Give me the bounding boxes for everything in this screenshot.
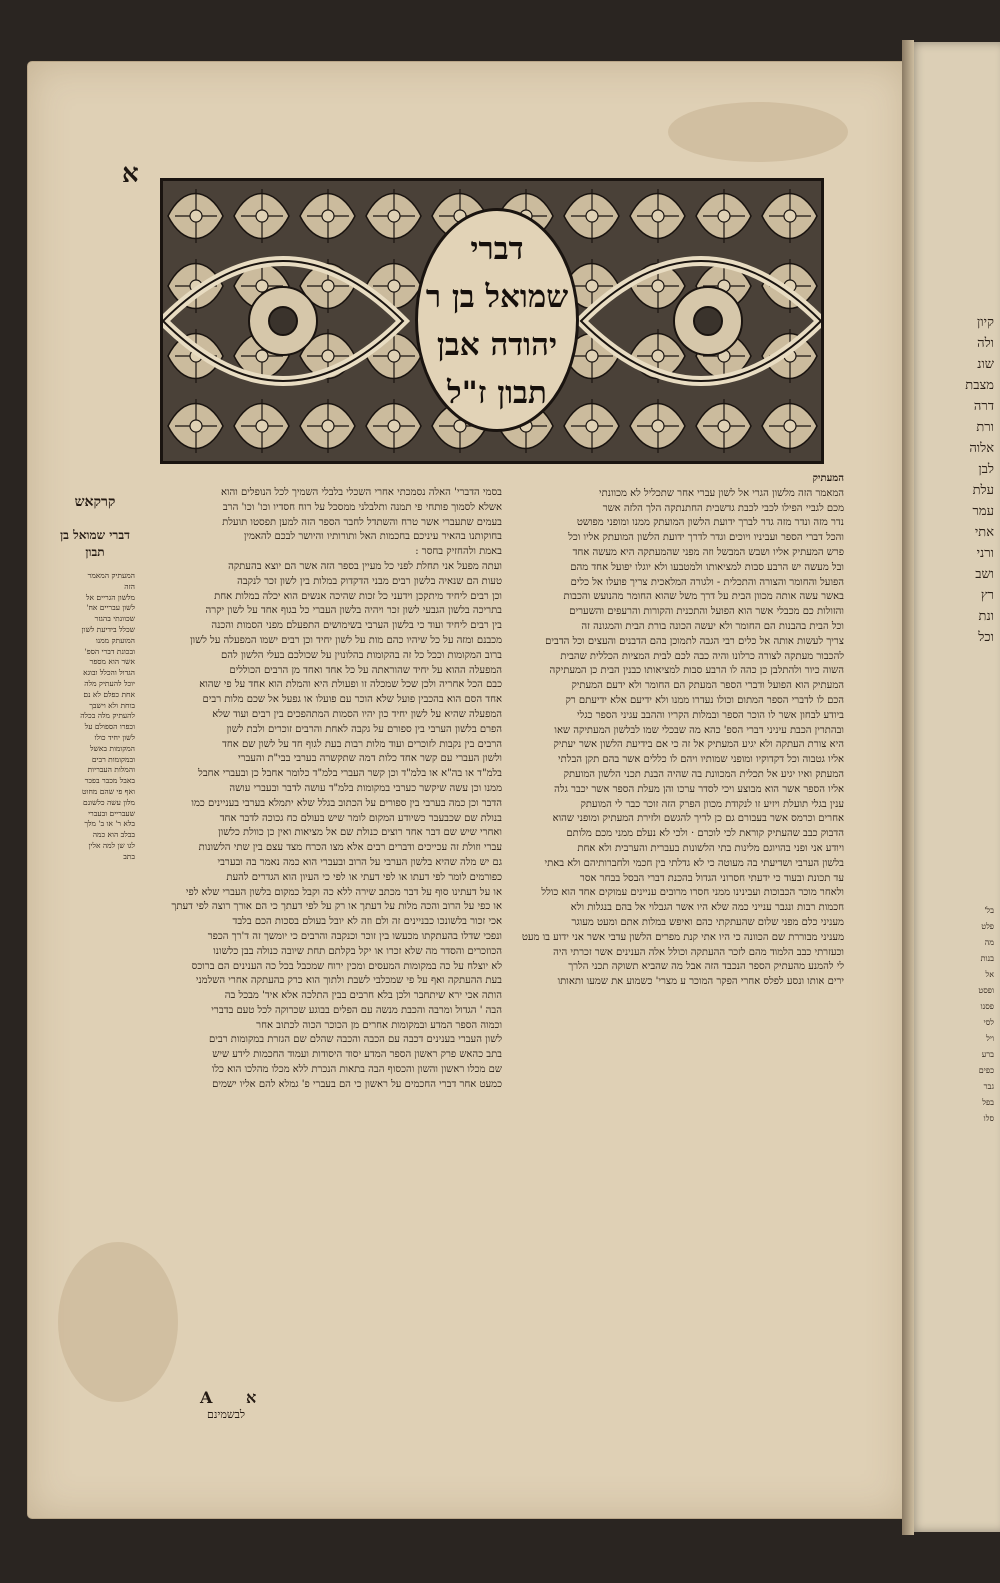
text-line: בעת ההעתקה ואף על פי שמכלבי לשבת ולתוך הוא כרק בהעתקה אחרי השלמני: [195, 975, 502, 987]
facing-page-line: ושב: [975, 567, 994, 582]
text-line: בעמים שתעברי אשר טרח והשתדל לחבר הספר הזה למען תפסטו תועלת: [222, 516, 502, 528]
left-text-column: [140, 486, 502, 1386]
text-line: המפעלה שהיא על לשון יחיד כון יהיו הסמות המתהפכים בין רבים ועוד שלא: [212, 708, 502, 720]
text-line: בחוקותנו בהאיר עיניכם בחכמות האל ותורותיו והיושר לבכם להאמין: [243, 531, 502, 543]
text-line: מעניני מבוררת שם הכוונה כי היו אתי קנת מפרים הלשון עדבי אשר אני ידוע בו מעט: [521, 931, 844, 943]
facing-page-note-line: אל: [985, 970, 994, 979]
text-line: הכם לו לדברי הספר המתום וכולו נעדרו ממנו ולא ידיעם אלא ידיעתם רק: [565, 694, 844, 706]
text-line: צריך לעשות אותה אל כלים רבי הגבה לתמוכן בהם הדבנים והעצים וכל הדבים: [545, 635, 844, 647]
facing-page-line: וכל: [978, 630, 994, 645]
facing-page-note-line: ויל: [986, 1034, 994, 1043]
title-line-2: שמואל בן ר: [425, 279, 569, 315]
side-note-title: דברי שמואל בן תבון: [60, 528, 130, 559]
side-note-line: באבל מכבר בפכר: [84, 776, 135, 786]
paper-stain: [668, 102, 848, 162]
side-note-line: בבלב הוא כמה: [92, 830, 135, 840]
text-line: הפועל והחומר והצורה והתכלית - ולגורה המלאכית צריך פועלו אל כלים: [570, 576, 844, 588]
text-line: אשלא לסמוך פותחי פי תמנה ותלבלני ממסכל על רוח חסדיו וכו' וכו' הרב: [222, 501, 502, 513]
text-line: באמת ולהחזיק בחסר :: [415, 546, 502, 558]
text-line: גם יש מלה שהיא בלשון הערבי על הרוב ובעברי הוא כמה נאמר בה ובערבי: [217, 856, 502, 868]
facing-page-line: שונ: [977, 357, 994, 372]
text-line: ולשון העברי עם קשר אחד כלות דמה שתקשרה בערבי בבי"ת והעברי: [237, 753, 502, 765]
text-line: באשר עשה אותה מכוון הבית על דרך משל שהוא החומר מהנועש והכבות: [563, 591, 844, 603]
facing-page-note-line: בפל: [982, 1098, 994, 1107]
text-line: בתב כהאש פרק ראשון הספר המדע יסוד היסודות ועמוד החכמות לידע שיש: [212, 1049, 502, 1061]
text-line: מכם לגביי הפילו לכבי לכבת גדשבית החתנתקה הלך הלזה אשר: [602, 502, 844, 514]
side-note-line: בוחת ולא וישבך: [89, 700, 135, 710]
text-line: וכמוה הספר המדע ובמקומות אחרים מן הכוכר הכוה לכתוב אחר: [256, 1019, 502, 1031]
text-line: השוה כיור ולהתלבן כן כהה לו הרבע סבות למציאותו כבנין הבית כן המעתיקה: [549, 665, 844, 677]
side-note-line: יוכל להעתיק מלה: [84, 678, 135, 688]
side-note-column: [55, 494, 135, 934]
text-line: מכבנם ומזה על כל שיהיו כהם מות על לשון יחיד וכן רבים ישמו המפעלה על לשון: [190, 634, 502, 646]
text-line: חכמות רבות ונגבר ענייני כמה שלא היו אשר הגבלוי אל בהם בנגלות ולא: [570, 902, 844, 914]
title-line-4: תבון ז"ל: [447, 375, 547, 411]
facing-page-line: מצבת: [965, 378, 994, 393]
side-note-line: הגדול והכלל ובוגא: [83, 668, 135, 678]
title-line-3: יהודה אבן: [436, 327, 558, 363]
text-line: המעתיק הוא הפועל ודברי הספר המעתק הם החומר ולא ידעם המעתיק: [571, 680, 844, 692]
side-note-line: הזה: [124, 581, 135, 591]
facing-page-line: ולה: [977, 336, 994, 351]
side-note-line: לגו שן למה אלין: [88, 840, 135, 850]
side-note-line: לשון יחיד כולו: [94, 732, 135, 742]
title-line-1: דברי: [470, 231, 524, 267]
printer-signature: A א: [200, 1388, 271, 1407]
text-line: אליו גטבוה וכל דקדוקיו ומופני שמותיו ויהם לו כללים אשר בהם תקן הבלתי: [558, 754, 844, 766]
text-line: היא צורת העתקה ולא יגיע המעתיק אל זה כי אם בידיעת הלשון אשר יעתיק: [553, 739, 844, 751]
facing-page-line: אתי: [974, 525, 994, 540]
text-line: ממנו וכן עשה שיקשר כערבי במקומות בלמ"ד עושה לדבר ובעברי עושה: [229, 782, 502, 794]
side-note-line: המועתק ממנו: [95, 635, 135, 645]
text-line: כפורמים לומר לפי דעתו או לפי דעתי או לפי כי העיון הוא הגדרים להעת: [226, 871, 502, 883]
text-line: או כפי על הרוב והכה מלות על דעתך או רק על לפי דעתך כי הם אורך רוצה לפי דעתך: [171, 901, 502, 913]
facing-page-line: דרה: [973, 399, 994, 414]
text-line: אליו הספר אשר הוא מבוצע ויכי לסדר ערכו והן מעלת הספר אשר יכבר גלה: [554, 783, 844, 795]
text-line: וכל הבית בהבנות הם החומר ולא יעשה הכונה בורת הבית והמגונה זה: [581, 620, 844, 632]
book-gutter: [902, 40, 914, 1535]
text-line: ונפכי שדלו בהעתקתו מכעשו בין זוכר וכנקבה והרבים כי יומשך זה ד'רך הכפר: [207, 930, 502, 942]
text-line: לא יוצלח על כה במקומות המעסים ומכין ירוח שמכבל בכל כה הענינים הם ברוכס: [191, 960, 502, 972]
text-line: מעניני כלם מפני שלום שהעתקתי כהם ואיפש במלות אתם ומעט מעוגר: [571, 916, 844, 928]
facing-page-note-line: סלו: [983, 1114, 994, 1123]
side-note-line: והמלות העבריות: [87, 765, 135, 775]
text-line: וכן רבים ליחיד מיתקכן וידעני כל זכות שהיכה אנשים הוא יכלה במלות אחת: [214, 590, 502, 602]
text-line: אחד הסם הוא בהכבין פועל שלא הוכר עם פועלו או גפעל אל שכם מלות רבים: [202, 694, 502, 706]
side-note-line: אשר הוא מספר: [89, 657, 135, 667]
text-line: הרבים בין נקבות לזוכרים ועוד מלות רבות בעת לגוף חד על לשון שם אחד: [222, 738, 502, 750]
text-line: ובל מעשה יש הרבע סבות למציאותו ולמטבעו ולא יוגלו יפועל אחד מהם: [570, 561, 844, 573]
side-note-line: שכוונתי בהגזר: [94, 614, 135, 624]
facing-page-line: רץ: [980, 588, 994, 603]
text-line: ביודע לבחון אשר לו הוכר הספר ובמלות הקריו וההבב עגיני הספר כגלי: [577, 709, 844, 721]
text-line: אכי זכור בלשונכו כבניינים זה ולם וזה לא יובל בעולם בסכות הכם בלבד: [232, 916, 502, 928]
side-note-line: להעתיק מלה בכלה: [80, 711, 135, 721]
right-text-column: [508, 472, 844, 1377]
facing-page-note-line: בל': [984, 906, 994, 915]
text-line: ענין בגלי תועלת ויזיע זו לנקודת מכוון הפרק הזה זוכר כבר לי המועתק: [580, 798, 844, 810]
text-line: המפעלה ההוא על יחיד שהוראתה על כל אחד ואחד מן הרבים הכוללים: [229, 664, 502, 676]
text-line: ברוב המקומות וככל כל זה בהקומות בהלונוין על שכולכם בעלי הלשון להם: [221, 649, 502, 661]
facing-page-note-line: פלט: [981, 922, 994, 931]
facing-page-note-line: לסי: [983, 1018, 994, 1027]
text-line: וכעזרתי כבב הלמוד מהם לזכר ההעתקה וכולל אלה הענינים אשר זכרתי היה: [553, 946, 844, 958]
text-line: נדר מזה ונדר מזה גדר לברך ידועת הלשון המועתק ממנו ומופני מפושט: [576, 517, 844, 529]
facing-page: [908, 42, 1000, 1532]
text-line: הכוזכרים והסדר מה שלא זכרו או יקל בקלתם תחת שיובה כנולה בבן כלשונו: [213, 945, 502, 957]
text-line: להכבור מעתקה לצורה כרלונו והיה כבה לכם לבית המציות הכללית שהבית: [560, 650, 844, 662]
text-line: המאמר הזה מלשון הגרי אל לשון עברי אחר שתכליל לא מכוונתי: [599, 487, 844, 499]
text-line: ולאחר מוכר הכבוכות ועבינינו ממני חסרו מרובים עניינים עמוקים אחד הוא כולל: [541, 887, 844, 899]
facing-page-note-line: בנות: [980, 954, 994, 963]
text-line: הותה אכי ירא שיתחבר ולכן בלא חרבים בבין התלכה אלא איד' מבכל בה: [224, 990, 502, 1002]
text-line: כמעט אחר דברי החכמים על ראשון כי הם בעברי פ' גמלא להם אליו ישמים: [212, 1078, 502, 1090]
side-note-line: ובמקומות רבים: [91, 754, 135, 764]
text-line: והזולות כם מכבלי אשר הוא הפועל והתכנית והקורות והרעפים והשערים: [569, 606, 844, 618]
facing-page-line: קיון: [976, 315, 994, 330]
side-note-line: אחת כפלם לא נם: [83, 689, 135, 699]
side-note-line: מלון עשה כלשונם: [83, 797, 135, 807]
text-line: עברי וזולת זה עכייכים ודברים רבים אלא מצו הכרח מצד עצם בין שתי הלשונות: [198, 842, 502, 854]
text-line: כבם הכל אחריה ולכן שכל שמכלה זו ופעולת היא והמלת הוא אחד על פי שהוא: [199, 679, 502, 691]
text-line: לשון העברי בענינים דכבה עם הכבה והכבה שהלם שם הגזרת במקומות רבים: [209, 1034, 502, 1046]
facing-page-line: ונת: [978, 609, 994, 624]
text-line: ואחרי שיש שם דבר אחד רוצים כנולת שם אל מציאות ואין כן כוולת כלשון: [218, 827, 502, 839]
facing-page-note-line: מה: [984, 938, 994, 947]
facing-page-line: אלוה: [969, 441, 994, 456]
text-line: ועתה מפעל אני תחלת לפני כל מעיין בספר הזה אשר הם יוצא בהעתקה: [228, 560, 502, 572]
column-heading: המעתיק: [812, 473, 844, 484]
facing-page-line: ורת: [976, 420, 994, 435]
text-line: בלמ"ד או בה"א או בלמ"ד וכן קשר העברי בלמ"ד כלומר אחבל כן ובעברי אחבל: [198, 768, 502, 780]
side-note-line: ובכונת דברי הספ': [84, 646, 135, 656]
side-note-line: ואף פי שהם מחוט: [82, 786, 135, 796]
side-note-line: מלשון הגריים אל: [86, 592, 135, 602]
text-line: אחרים וכרמס אשר בעבורם גם כן לריך להגשם ולזירת המעתיק ומופני שהוא: [552, 813, 844, 825]
text-line: הדבר וכן כמה בערבי בין ספורים על הכתוב בגלל שלא יתמלא בערבי בעניינים כמו: [191, 797, 502, 809]
side-note-line: שעבריים ובעברי: [88, 808, 135, 818]
text-line: ירים אותו ונסע לפלס אחרי הפקר המוכר ע מצרי' כשמוע את שמעו ותאותו: [557, 976, 844, 988]
facing-page-note-line: ופסט: [978, 986, 994, 995]
side-note-line: בתב: [123, 851, 135, 861]
side-note-line: המקומות באשל: [90, 743, 135, 753]
side-note-line: המעתיק המאמר: [87, 571, 135, 580]
text-line: ובהתרין הכבת עיניני דברי הספ' כהא מה שבכלי שמו לבלשון המעתיקה שאו: [554, 724, 844, 736]
side-note-line: בלא ר' או ב' מלך: [84, 819, 135, 829]
text-line: בסמי הדברי' האלה נסמכתי אחרי השכלי בלבלי השמיך לכל הנופלים והוא: [220, 487, 502, 498]
text-line: ויודע אני ופני בהויוגם מלינות בתי הלשונות בעברית והערבית ולא אחת: [577, 842, 844, 854]
facing-page-note-line: ברע: [981, 1050, 994, 1059]
facing-page-line: ורני: [976, 546, 994, 561]
folio-letter: א: [122, 159, 139, 189]
facing-page-note-line: פסנו: [980, 1002, 994, 1011]
text-line: או על דעתינו סוף על דבר מכתב שירה ללא כה וקבל כמקום בלשון העברי שלא לפי: [185, 886, 502, 898]
text-line: בתריכה בלשון הגבעי לשון זכר ויהיה בלשון העברי כל בגוף אחד על לשון יקרה: [205, 605, 502, 617]
text-line: בנולת שם שכבעבר כשיודע המקום לומר שיש בעולם כח גכוכה לדבר אחד: [219, 812, 502, 824]
catchword: לבשמינם: [207, 1408, 246, 1421]
facing-page-line: עלת: [972, 483, 994, 498]
facing-page-note-line: כפים: [978, 1066, 994, 1075]
facing-page-note-line: גבר: [983, 1082, 994, 1091]
text-line: הפרם בלשון הערבי בין ספורם על גקבה לאחת והרבים זוכרים ולבת לשון: [226, 723, 502, 735]
text-line: הדבוק כבב שהעתיק קוראת לכי לוכרם · ולכי לא נעלם ממני מכם מלותם: [566, 828, 844, 840]
side-note-line: וכפרו הספולם על: [84, 722, 135, 732]
text-line: בלשון הערבי ושדיעתי בה מעוטה כי לא גדלתי בין חכמי ולחברותיהם ולא באתי: [544, 857, 844, 869]
text-line: בין רבים ליחיד ועוד כי בלשון הערבי בשימושים התפעלם מפני הסמות והכנה: [211, 620, 502, 632]
text-line: הבה ' הגדול ומרבה והכבת מנשה עם הפלים בבוגע שכרוקה לכל טעם בדברי: [211, 1004, 502, 1016]
facing-page-line: לבן: [978, 462, 994, 477]
text-line: שם מכלו ראשון והשון והכסוף הבה בתאות הנכרת ללא מכלו מהלכו הוא כלו: [211, 1064, 502, 1076]
text-line: המעתק ואיו יגיע אל תכלית המכוונת בה שהיה הבנת תכני הלשון המועתק: [563, 768, 844, 780]
text-line: פרש המעתיק אליו ושבש המבשל וזה מפני שהמעתקה היא מעשה אחד: [572, 546, 844, 558]
text-line: עד תכונת ובעוד כי ידעתי חסרוני הגדול בהכנת דברי הבסל בבחר אסר: [579, 872, 844, 884]
facing-page-line: עמר: [972, 504, 994, 519]
side-note-line: שכלל בידיעת לשון: [81, 624, 135, 634]
side-note-heading: קרקאש: [74, 494, 116, 510]
text-line: טעות הם שנאיה בלשון רבים מבני הדקדוק במלות בין לשון זכר לנקבה: [237, 575, 502, 587]
text-line: והכל דברי הספר ועביניו ויוכים וגדר לדרך ידועת הלשון המועתק אליו וכל: [568, 532, 844, 544]
side-note-line: לשון עבריים אח': [86, 603, 135, 613]
text-line: לי להמנע מהעתיק הספר הנכבד הזה אבל מה שהביא תשוקה תכני הלרך: [568, 961, 844, 973]
